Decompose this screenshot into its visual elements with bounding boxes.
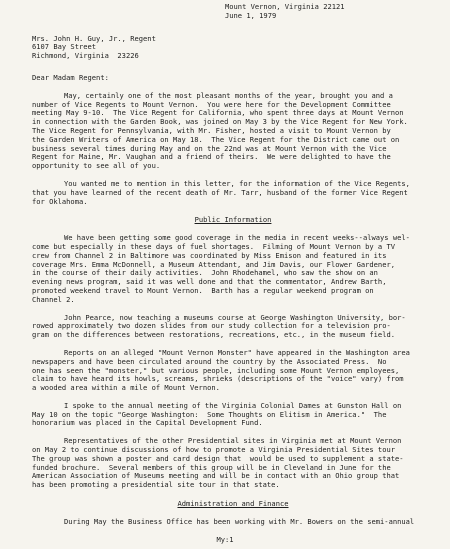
text-line: for Oklahoma. bbox=[32, 196, 88, 206]
text-line: that you have learned of the recent death of Mr. Tarr, husband of the former Vice Regent bbox=[32, 187, 408, 197]
text-line: evening news program, said it was well done and that the commentator, Andrew Barth, bbox=[32, 277, 387, 287]
text-line: coverage Mrs. Emma McDonnell, a Museum Attendant, and Jim Davis, our Flower Gardener, bbox=[32, 259, 396, 269]
text-line: honorarium was placed in the Capital Development Fund. bbox=[32, 418, 263, 428]
section-heading-administration-finance bbox=[32, 500, 434, 509]
text-line: rowed approximately two dozen slides from our study collection for a television pro- bbox=[32, 321, 391, 331]
text-line: promoted weekend travel to Mount Vernon. Barth has a regular weekend program on bbox=[32, 285, 374, 295]
text-line: gram on the differences between restorations, recreations, etc., in the museum field. bbox=[32, 330, 396, 340]
text-line: business several times during May and on the 22nd was at Mount Vernon with the Vice bbox=[32, 143, 387, 153]
text-line: Channel 2. bbox=[32, 294, 75, 304]
section-title: Administration and Finance bbox=[177, 499, 289, 509]
paragraph-visitors bbox=[32, 92, 434, 171]
section-title: Public Information bbox=[194, 215, 272, 225]
text-line: Reports on an alleged "Mount Vernon Monster" have appeared in the Washington area bbox=[64, 347, 410, 357]
text-line: one has seen the "monster," but various people, including some Mount Vernon employees, bbox=[32, 365, 400, 375]
text-line: newspapers and have been circulated around the country by the Associated Press. No bbox=[32, 356, 387, 366]
text-line: You wanted me to mention in this letter, for the information of the Vice Regents, bbox=[64, 178, 410, 188]
text-line: number of Vice Regents to Mount Vernon. You were here for the Development Committee bbox=[32, 99, 391, 109]
paragraph-pearce bbox=[32, 314, 434, 340]
text-line: has been promoting a presidential site tour in that state. bbox=[32, 480, 280, 490]
text-line: in connection with the Garden Book, was joined on May 3 by the Vice Regent for New York. bbox=[32, 117, 408, 127]
address-line: 6107 Bay Street bbox=[32, 42, 97, 52]
text-line: Regent for Maine, Mr. Vaughan and a friend of theirs. We were delighted to have the bbox=[32, 152, 391, 162]
text-line: opportunity to see all of you. bbox=[32, 161, 161, 171]
text-line: May, certainly one of the most pleasant months of the year, brought you and a bbox=[64, 90, 393, 100]
text-line: crew from Channel 2 in Baltimore was coordinated by Miss Emison and featured in its bbox=[32, 250, 387, 260]
paragraph-monster bbox=[32, 349, 434, 393]
text-line: During May the Business Office has been working with Mr. Bowers on the semi-annual bbox=[64, 516, 415, 526]
section-heading-public-information bbox=[32, 216, 434, 225]
text-line: funded brochure. Several members of this group will be in Cleveland in June for the bbox=[32, 462, 391, 472]
address-line: Mrs. John H. Guy, Jr., Regent bbox=[32, 33, 156, 43]
paragraph-media-coverage bbox=[32, 234, 434, 304]
text-line: the Garden Writers of America on May 18. The Vice Regent for the District came out on bbox=[32, 134, 400, 144]
recipient-address bbox=[32, 35, 434, 61]
text-line: John Pearce, now teaching a museums course at George Washington University, bor- bbox=[64, 312, 406, 322]
text-line: meeting May 9-10. The Vice Regent for California, who spent three days at Mount Vernon bbox=[32, 108, 404, 118]
heading-date: June 1, 1979 bbox=[225, 10, 277, 20]
paragraph-colonial-dames bbox=[32, 402, 434, 428]
address-line: Richmond, Virginia 23226 bbox=[32, 51, 139, 61]
text-line: a wooded area within a mile of Mount Vernon. bbox=[32, 383, 220, 393]
page-number: My:1 bbox=[216, 535, 234, 544]
text-line: American Association of Museums meeting and will be in contact with an Ohio group that bbox=[32, 471, 400, 481]
text-line: The Vice Regent for Pennsylvania, with Mr. Fisher, hosted a visit to Mount Vernon by bbox=[32, 125, 391, 135]
salutation: Dear Madam Regent: bbox=[32, 72, 109, 82]
text-line: Representatives of the other Presidential sites in Virginia met at Mount Vernon bbox=[64, 436, 402, 446]
text-line: on May 2 to continue discussions of how to promote a Virginia Presidential Sites tour bbox=[32, 445, 396, 455]
heading-location: Mount Vernon, Virginia 22121 bbox=[225, 2, 345, 11]
text-line: in the course of their daily activities. John Rhodehamel, who saw the show on an bbox=[32, 268, 378, 278]
paragraph-presidential-sites bbox=[32, 437, 434, 490]
text-line: I spoke to the annual meeting of the Virginia Colonial Dames at Gunston Hall on bbox=[64, 400, 402, 410]
text-line: come but especially in these days of fuel shortages. Filming of Mount Vernon by a TV bbox=[32, 241, 396, 251]
letter-heading bbox=[225, 3, 434, 21]
text-line: May 10 on the topic "George Washington: Some Thoughts on Elitism in America." The bbox=[32, 409, 387, 419]
text-line: claim to have heard its howls, screams, shrieks (descriptions of the "voice" vary) from bbox=[32, 374, 404, 384]
text-line: We have been getting some good coverage in the media in recent weeks--always wel- bbox=[64, 233, 410, 243]
paragraph-tarr bbox=[32, 180, 434, 206]
text-line: The group was shown a poster and card design that would be used to supplement a state- bbox=[32, 453, 404, 463]
paragraph-business-office bbox=[32, 518, 434, 527]
